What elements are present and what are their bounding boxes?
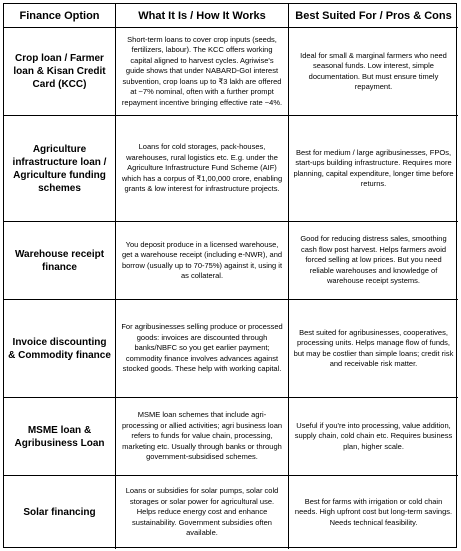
finance-options-table (3, 3, 457, 548)
row-option: Warehouse receipt finance (4, 222, 116, 300)
row-best: Ideal for small & marginal farmers who need seasonal funds. Low interest, simple documentation. But must ensure timely repayment. (289, 28, 458, 116)
header-best-suited: Best Suited For / Pros & Cons (289, 4, 458, 28)
row-option: Crop loan / Farmer loan & Kisan Credit Card (KCC) (4, 28, 116, 116)
row-best: Best for medium / large agribusinesses, FPOs, start-ups building infrastructure. Requires more planning, capital expenditure, longer time before returns. (289, 116, 458, 222)
row-option: Invoice discounting & Commodity finance (4, 300, 116, 398)
header-what-it-is: What It Is / How It Works (116, 4, 289, 28)
row-option: Agriculture infrastructure loan / Agriculture funding schemes (4, 116, 116, 222)
row-best: Good for reducing distress sales, smoothing cash flow post harvest. Helps farmers avoid forced selling at low prices. But you need reliable warehouses and knowledge of warehouse receipt systems. (289, 222, 458, 300)
row-what: Short-term loans to cover crop inputs (seeds, fertilizers, labour). The KCC offers working capital aligned to harvest cycles. Agriwise's guide shows that under NABARD-GoI interest subvention, crop loans up to ₹3 lakh are offered at ~7% nominal, often with a further prompt repayment incentive bringing effective rate ~4%. (116, 28, 289, 116)
row-what: Loans or subsidies for solar pumps, solar cold storages or solar power for agricultural use. Helps reduce energy cost and enhance sustainability. Government subsidies often available. (116, 476, 289, 549)
row-what: You deposit produce in a licensed warehouse, get a warehouse receipt (including e-NWR), and borrow (usually up to 70-75%) against it, using it as collateral. (116, 222, 289, 300)
row-what: Loans for cold storages, pack-houses, warehouses, rural logistics etc. E.g. under the Agriculture Infrastructure Fund Scheme (AIF) which has a corpus of ₹1,00,000 crore, enabling grants & low interest for infrastructure projects. (116, 116, 289, 222)
row-what: MSME loan schemes that include agri-processing or allied activities; agri business loan refers to funds for value chain, processing, marketing etc. Usually through banks or through government-subsidised schemes. (116, 398, 289, 476)
row-best: Useful if you're into processing, value addition, supply chain, cold chain etc. Requires business plan, higher scale. (289, 398, 458, 476)
row-option: Solar financing (4, 476, 116, 549)
row-what: For agribusinesses selling produce or processed goods: invoices are discounted through banks/NBFC so you get earlier payment; commodity finance involves advances against stocked goods. These help with working capital. (116, 300, 289, 398)
row-option: MSME loan & Agribusiness Loan (4, 398, 116, 476)
row-best: Best for farms with irrigation or cold chain needs. High upfront cost but long-term savings. Needs technical feasibility. (294, 496, 453, 527)
header-finance-option: Finance Option (4, 4, 116, 28)
row-best: Best suited for agribusinesses, cooperatives, processing units. Helps manage flow of funds, but may be costlier than simple loans; credit risk and receivable risk matter. (289, 300, 458, 398)
